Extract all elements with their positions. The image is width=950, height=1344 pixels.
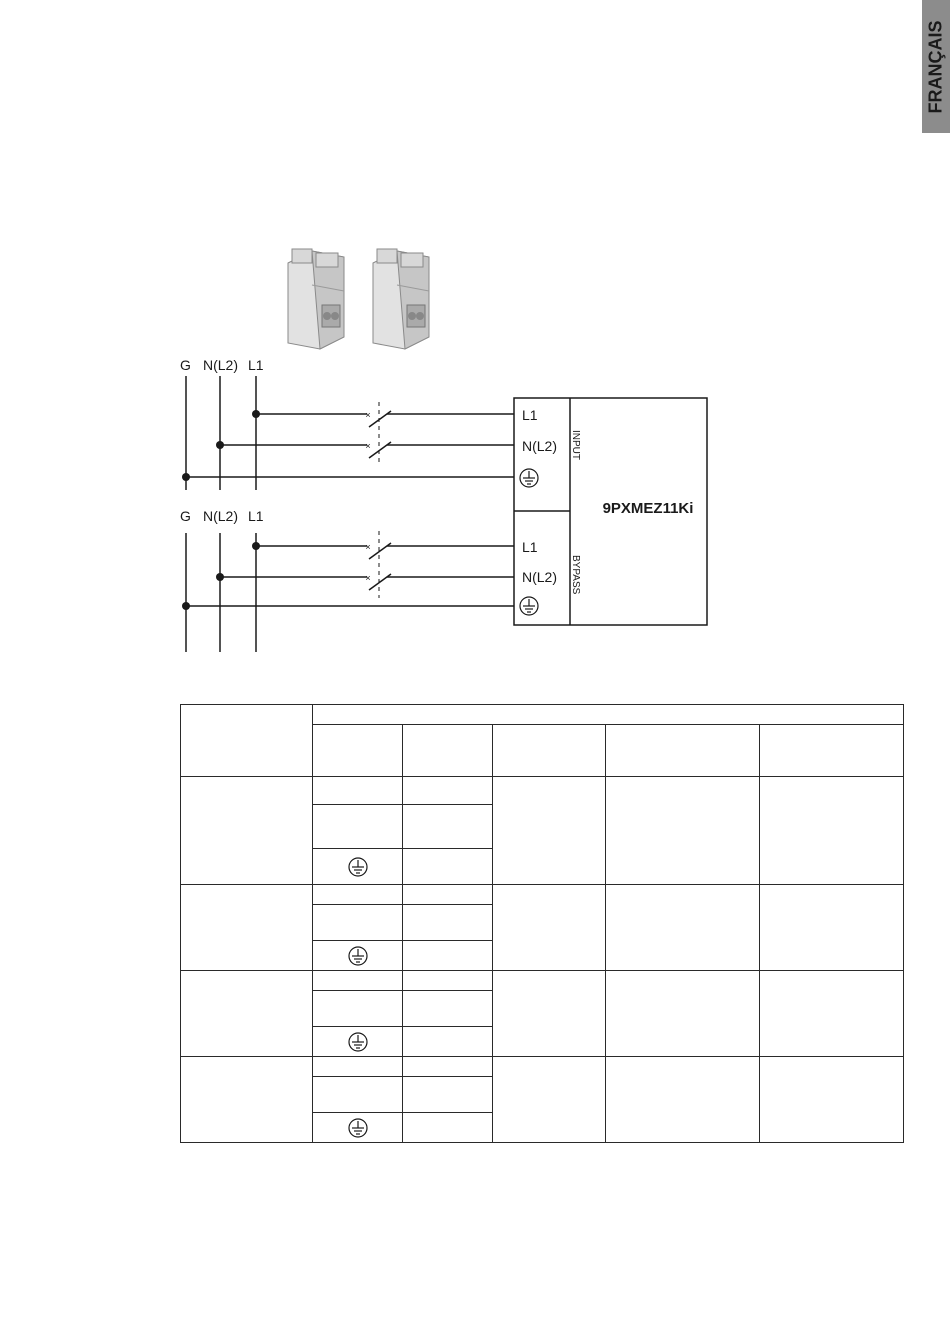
table-cell — [403, 905, 493, 941]
spec-table — [180, 704, 904, 1143]
svg-text:×: × — [365, 573, 371, 583]
table-header-cell — [181, 705, 313, 777]
table-cell — [403, 1027, 493, 1057]
table-cell — [403, 777, 493, 805]
table-cell — [313, 777, 403, 805]
input-bus-label-g: G — [180, 357, 191, 373]
ups-model-label: 9PXMEZ11Ki — [602, 500, 694, 517]
input-terminal-l1: L1 — [522, 407, 538, 423]
language-tab-label: FRANÇAIS — [925, 20, 946, 113]
table-cell — [313, 885, 403, 905]
input-bus-label-n: N(L2) — [203, 357, 239, 373]
table-cell — [403, 1113, 493, 1143]
input-ground-terminal-icon — [520, 469, 538, 487]
table-cell — [313, 905, 403, 941]
table-cell — [760, 885, 904, 971]
bypass-terminal-l1: L1 — [522, 539, 538, 555]
table-cell — [313, 971, 403, 991]
table-cell — [760, 971, 904, 1057]
table-cell — [606, 777, 760, 885]
bypass-bus-label-g: G — [180, 508, 191, 524]
table-cell — [313, 1057, 403, 1077]
table-cell — [403, 805, 493, 849]
table-header-cell — [493, 725, 606, 777]
table-header-cell — [313, 725, 403, 777]
bypass-terminal-n: N(L2) — [522, 569, 558, 585]
bypass-bus-label-n: N(L2) — [203, 508, 239, 524]
table-cell — [181, 777, 313, 885]
table-cell — [313, 991, 403, 1027]
table-cell — [403, 1077, 493, 1113]
ground-icon — [313, 849, 403, 885]
input-section-label: INPUT — [570, 430, 581, 460]
ground-icon — [313, 1027, 403, 1057]
table-header-cell — [313, 705, 904, 725]
table-cell — [403, 971, 493, 991]
table-header-cell — [606, 725, 760, 777]
table-cell — [403, 1057, 493, 1077]
table-cell — [181, 885, 313, 971]
input-terminal-n: N(L2) — [522, 438, 558, 454]
table-cell — [493, 777, 606, 885]
table-cell — [181, 1057, 313, 1143]
table-cell — [403, 991, 493, 1027]
table-cell — [403, 885, 493, 905]
svg-text:×: × — [365, 410, 371, 420]
table-cell — [760, 1057, 904, 1143]
bypass-section-label: BYPASS — [570, 555, 581, 595]
table-cell — [606, 971, 760, 1057]
table-cell — [493, 1057, 606, 1143]
ground-icon — [313, 941, 403, 971]
svg-text:×: × — [365, 542, 371, 552]
table-cell — [760, 777, 904, 885]
table-cell — [493, 971, 606, 1057]
table-cell — [493, 885, 606, 971]
table-header-cell — [760, 725, 904, 777]
ground-icon — [313, 1113, 403, 1143]
table-cell — [181, 971, 313, 1057]
svg-text:×: × — [365, 441, 371, 451]
table-cell — [313, 1077, 403, 1113]
table-header-cell — [403, 725, 493, 777]
table-cell — [313, 805, 403, 849]
table-cell — [403, 849, 493, 885]
bypass-ground-terminal-icon — [520, 597, 538, 615]
input-bus-label-l1: L1 — [248, 357, 264, 373]
bypass-bus-label-l1: L1 — [248, 508, 264, 524]
table-cell — [403, 941, 493, 971]
table-cell — [606, 1057, 760, 1143]
table-cell — [606, 885, 760, 971]
